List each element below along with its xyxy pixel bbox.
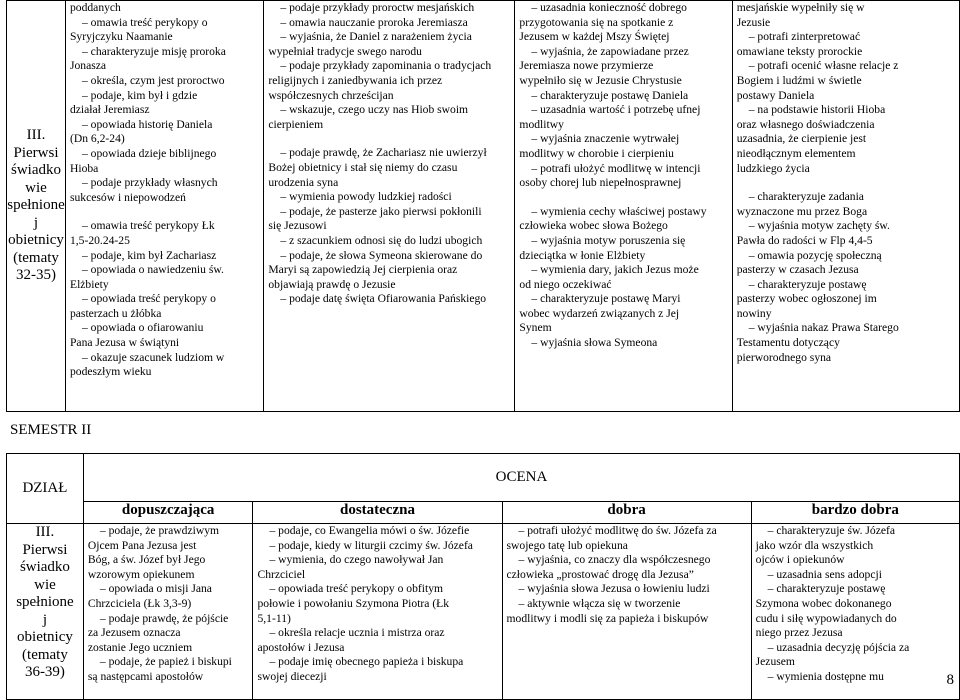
criteria-line: – wyjaśnia słowa Jezusa o łowieniu ludzi [518, 582, 710, 596]
section-label-line: j [42, 611, 48, 628]
criteria-line: pierworodnego syna [736, 350, 832, 364]
criteria-line: pasterzy wobec ogłoszonej im [736, 292, 877, 306]
section-label-line: wie [34, 576, 56, 593]
criteria-line: człowieka „prostować drogę dla Jezusa” [506, 567, 694, 581]
criteria-line: – wyjaśnia, że Daniel z narażeniem życia [280, 30, 472, 44]
criteria-line: wypełniał tradycje swego narodu [268, 44, 422, 58]
criteria-line: – podaje prawdę, że Zachariasz nie uwierzył [280, 146, 487, 160]
section-label-line: wie [25, 179, 47, 196]
criteria-line: – określa relacje ucznia i mistrza oraz [269, 626, 445, 640]
section-label-line: obietnicy [8, 232, 64, 249]
criteria-list [515, 1, 731, 351]
criteria-line: – potrafi ułożyć modlitwę do św. Józefa za [518, 524, 717, 537]
grade-label: bardzo dobra [811, 502, 899, 518]
criteria-line: – podaje przykłady własnych [81, 176, 218, 190]
criteria-line: – charakteryzuje postawę Maryi [531, 292, 681, 306]
criteria-line: wobec wydarzeń związanych z Jej [519, 306, 680, 320]
criteria-line: (Dn 6,2-24) [69, 132, 125, 146]
criteria-line: – charakteryzuje zadania [748, 190, 864, 204]
criteria-list [264, 1, 514, 307]
criteria-line: – aktywnie włącza się w tworzenie [518, 596, 681, 610]
criteria-line: – potrafi zinterpretować [748, 30, 861, 44]
criteria-line: – opowiada treść perykopy o obfitym [269, 582, 444, 596]
criteria-line: Bożej obietnicy i stał się niemy do czasu [268, 160, 458, 174]
section-label-line: spełnione [16, 594, 74, 610]
section-label-line: 36-39) [24, 664, 65, 680]
grade-header-dostateczna [253, 502, 502, 524]
criteria-line: – wymienia dary, jakich Jezus może [531, 263, 699, 277]
criteria-line: urodzenia syna [268, 175, 339, 189]
grade-cell-bardzo-dobra [751, 524, 959, 700]
criteria-line: – podaje, że pasterze jako pierwsi pokłonili [280, 204, 482, 218]
criteria-line: współczesnych chrześcijan [268, 88, 394, 102]
criteria-line: cudu i siłę wypowiadanych do [755, 611, 897, 625]
criteria-line: się Jezusowi [268, 219, 327, 233]
criteria-line: – charakteryzuje św. Józefa [767, 524, 895, 537]
criteria-line: – omawia nauczanie proroka Jeremiasza [280, 15, 468, 29]
section-label [7, 127, 65, 285]
criteria-block [519, 1, 729, 191]
criteria-line: modlitwy [519, 117, 564, 131]
ocena-label: OCENA [495, 469, 548, 485]
criteria-block [519, 205, 729, 351]
criteria-line: – podaje, że prawdziwym [99, 524, 220, 537]
criteria-line: Maryi są zapowiedzią Jej cierpienia oraz [268, 263, 458, 277]
section-label-line: (tematy [13, 249, 59, 266]
section-label-cell [7, 524, 84, 700]
semester-heading: SEMESTR II [10, 422, 92, 438]
criteria-line: oraz własnego doświadczenia [736, 117, 875, 131]
section-label-line: obietnicy [17, 629, 73, 645]
criteria-block [268, 1, 512, 132]
criteria-line: ojców i opiekunów [755, 553, 845, 567]
criteria-line: modlitwy w chorobie i cierpieniu [519, 146, 674, 160]
bottom-grade-table [6, 453, 960, 700]
criteria-line: niego przez Jezusa [755, 626, 843, 640]
criteria-line: nowiny [736, 306, 772, 320]
grade-label: dopuszczająca [121, 502, 215, 518]
criteria-line: – podaje datę święta Ofiarowania Pańskiego [280, 292, 487, 306]
criteria-line: – podaje przykłady proroctw mesjańskich [280, 1, 475, 14]
criteria-line: Syryjczyku Naamanie [69, 30, 173, 44]
grade-label: dobra [607, 502, 646, 518]
criteria-line: – potrafi ocenić własne relacje z [748, 59, 899, 73]
section-label-line: 32-35) [15, 267, 56, 284]
criteria-line: – uzasadnia wartość i potrzebę ufnej [531, 103, 701, 117]
criteria-line: – opowiada dzieje biblijnego [81, 146, 217, 160]
top-grade-table [6, 0, 960, 412]
grade-header-dobra [502, 502, 751, 524]
criteria-line: – omawia treść perykopy Łk [81, 219, 215, 233]
criteria-line: – opowiada o nawiedzeniu św. [81, 263, 224, 277]
criteria-line: – wyjaśnia, że zapowiadane przez [531, 44, 689, 58]
section-label-cell [7, 1, 66, 412]
criteria-block [737, 1, 957, 176]
section-label-line: III. [35, 524, 55, 540]
dzial-label: DZIAŁ [22, 480, 68, 496]
criteria-line: podeszłym wieku [69, 365, 152, 379]
criteria-line: Elżbiety [69, 277, 109, 291]
criteria-block [268, 146, 512, 307]
criteria-list [84, 524, 253, 685]
grade-cell-bardzo-dobra [732, 1, 959, 412]
criteria-line: religijnych i zaniedbywania ich przez [268, 73, 443, 87]
criteria-line: Testamentu dotyczący [736, 336, 840, 350]
section-label-line: (tematy [22, 646, 68, 663]
section-label-line: spełnione [7, 197, 65, 214]
criteria-line: – opowiada o ofiarowaniu [81, 321, 204, 335]
criteria-line: za Jezusem oznacza [87, 626, 181, 640]
criteria-line: Synem [519, 321, 552, 335]
grade-header-bardzo-dobra [751, 502, 959, 524]
criteria-block [737, 190, 957, 365]
criteria-line: Hioba [69, 161, 99, 175]
criteria-line: są następcami apostołów [87, 669, 204, 683]
grade-cell-dobra [515, 1, 732, 412]
criteria-list [503, 524, 751, 626]
criteria-line: – podaje, co Ewangelia mówi o św. Józefie [269, 524, 470, 537]
criteria-line: modlitwy i modli się za papieża i biskupów [506, 611, 709, 625]
criteria-list [752, 524, 959, 685]
criteria-line: nieodłącznym elementem [736, 146, 856, 160]
section-label-line: III. [26, 127, 46, 144]
section-label [7, 524, 83, 682]
criteria-block [70, 219, 261, 380]
criteria-line: wyznaczone mu przez Boga [736, 204, 868, 218]
criteria-line: – wyjaśnia motyw poruszenia się [531, 233, 686, 247]
criteria-line: – podaje, kim był Zachariasz [81, 248, 217, 262]
criteria-line: – okazuje szacunek ludziom w [81, 350, 225, 364]
criteria-line: – wyjaśnia znaczenie wytrwałej [531, 132, 680, 146]
criteria-line: swojego tatę lub opiekuna [506, 538, 628, 552]
criteria-line: Szymona wobec dokonanego [755, 596, 892, 610]
dzial-header [7, 454, 84, 524]
grade-cell-dopuszczajaca [83, 524, 253, 700]
criteria-line: Bogiem i ludźmi w świetle [736, 73, 862, 87]
criteria-line: – wymienia, do czego nawoływał Jan [269, 553, 444, 567]
criteria-line: – wskazuje, czego uczy nas Hiob swoim [280, 103, 469, 117]
criteria-line: Ojcem Pana Jezusa jest [87, 538, 197, 552]
grade-label: dostateczna [339, 502, 415, 518]
criteria-line: – uzasadnia sens adopcji [767, 567, 882, 581]
criteria-line: cierpieniem [268, 117, 324, 131]
criteria-line: – wymienia cechy właściwej postawy [531, 204, 707, 218]
criteria-line: – podaje imię obecnego papieża i biskupa [269, 655, 464, 669]
criteria-line: – podaje przykłady zapominania o tradycjach [280, 59, 492, 73]
criteria-list [66, 1, 263, 380]
criteria-line: Jezusem [755, 655, 795, 669]
criteria-line: Pana Jezusa w świątyni [69, 336, 180, 350]
criteria-line: – potrafi ułożyć modlitwę w intencji [531, 161, 701, 175]
ocena-header [83, 454, 959, 502]
criteria-line: poddanych [69, 1, 121, 14]
criteria-line: jako wzór dla wszystkich [755, 538, 874, 552]
criteria-line: – wymienia dostępne mu [767, 669, 884, 683]
criteria-line: Jonasza [69, 59, 107, 73]
criteria-line: pasterzy w czasach Jezusa [736, 263, 859, 277]
section-label-line: Pierwsi [22, 541, 68, 558]
section-label-line: świadko [10, 162, 61, 179]
criteria-line: człowieka wobec słowa Bożego [519, 219, 668, 233]
criteria-line: – podaje, że papież i biskupi [99, 655, 232, 669]
grade-cell-dostateczna [253, 524, 502, 700]
criteria-line: połowie i powołaniu Szymona Piotra (Łk [257, 596, 450, 610]
criteria-line: – podaje prawdę, że pójście [99, 611, 229, 625]
criteria-line: – podaje, kim był i gdzie [81, 88, 198, 102]
criteria-line: – opowiada historię Daniela [81, 117, 213, 131]
criteria-line: Jeremiasza nowe przymierze [519, 59, 654, 73]
criteria-line: – charakteryzuje postawę Daniela [531, 88, 689, 102]
criteria-list [253, 524, 501, 685]
grade-header-dopuszczajaca [83, 502, 253, 524]
criteria-line: wzorowym opiekunem [87, 567, 195, 581]
criteria-line: – charakteryzuje misję proroka [81, 44, 226, 58]
criteria-line: dzieciątka w łonie Elżbiety [519, 248, 646, 262]
grade-cell-dobra [502, 524, 751, 700]
criteria-line: omawiane teksty prorockie [736, 44, 863, 58]
criteria-line: – na podstawie historii Hioba [748, 103, 886, 117]
section-label-line: Pierwsi [13, 144, 59, 161]
criteria-line: – wyjaśnia motyw zachęty św. [748, 219, 890, 233]
criteria-line: – opowiada o misji Jana [99, 582, 212, 596]
criteria-line: mesjańskie wypełniły się w [736, 1, 865, 14]
criteria-line: Pawła do radości w Flp 4,4-5 [736, 233, 873, 247]
criteria-line: objawiają prawdę o Jezusie [268, 277, 396, 291]
criteria-line: Jezusie [736, 15, 771, 29]
page-number: 8 [946, 672, 954, 688]
section-label-line: świadko [19, 559, 70, 575]
grade-cell-dostateczna [264, 1, 515, 412]
criteria-line: uzasadnia, że cierpienie jest [736, 132, 867, 146]
criteria-line: – uzasadnia decyzję pójścia za [767, 640, 910, 654]
criteria-line: zostanie Jego uczniem [87, 640, 193, 654]
criteria-line: – omawia pozycję społeczną [748, 248, 882, 262]
criteria-line: Jezusem w każdej Mszy Świętej [519, 30, 670, 44]
criteria-line: Bóg, a św. Józef był Jego [87, 553, 206, 567]
criteria-line: osoby chorej lub niepełnosprawnej [519, 176, 682, 190]
criteria-line: – charakteryzuje postawę [748, 277, 867, 291]
criteria-line: – podaje, że słowa Symeona skierowane do [280, 248, 483, 262]
grade-cell-dopuszczajaca [65, 1, 263, 412]
criteria-line: – określa, czym jest proroctwo [81, 73, 225, 87]
criteria-line: – omawia treść perykopy o [81, 15, 208, 29]
criteria-line: działał Jeremiasz [69, 103, 150, 117]
criteria-line: – uzasadnia konieczność dobrego [531, 1, 687, 14]
criteria-line: przygotowania się na spotkanie z [519, 15, 674, 29]
criteria-line: – opowiada treść perykopy o [81, 292, 216, 306]
criteria-line: – charakteryzuje postawę [767, 582, 886, 596]
section-label-line: j [33, 214, 39, 231]
criteria-list [733, 1, 959, 365]
criteria-line: od niego oczekiwać [519, 277, 612, 291]
criteria-line: apostołów i Jezusa [257, 640, 345, 654]
criteria-line: swojej diecezji [257, 669, 327, 683]
criteria-block [70, 1, 261, 205]
criteria-line: – wyjaśnia, co znaczy dla współczesnego [518, 553, 711, 567]
criteria-line: – podaje, kiedy w liturgii czcimy św. Józefa [269, 538, 473, 552]
criteria-line: wypełniło się w Jezusie Chrystusie [519, 73, 682, 87]
criteria-line: sukcesów i niepowodzeń [69, 190, 186, 204]
criteria-line: – wymienia powody ludzkiej radości [280, 190, 452, 204]
criteria-line: 1,5-20.24-25 [69, 233, 130, 247]
criteria-line: 5,1-11) [257, 611, 291, 625]
criteria-line: ludzkiego życia [736, 161, 810, 175]
criteria-line: – wyjaśnia nakaz Prawa Starego [748, 321, 899, 335]
criteria-line: Chrzciciela (Łk 3,3-9) [87, 596, 192, 610]
criteria-line: Chrzciciel [257, 567, 306, 581]
criteria-line: – wyjaśnia słowa Symeona [531, 336, 658, 350]
criteria-line: pasterzach u żłóbka [69, 306, 162, 320]
criteria-line: – z szacunkiem odnosi się do ludzi ubogich [280, 233, 483, 247]
criteria-line: postawy Daniela [736, 88, 815, 102]
